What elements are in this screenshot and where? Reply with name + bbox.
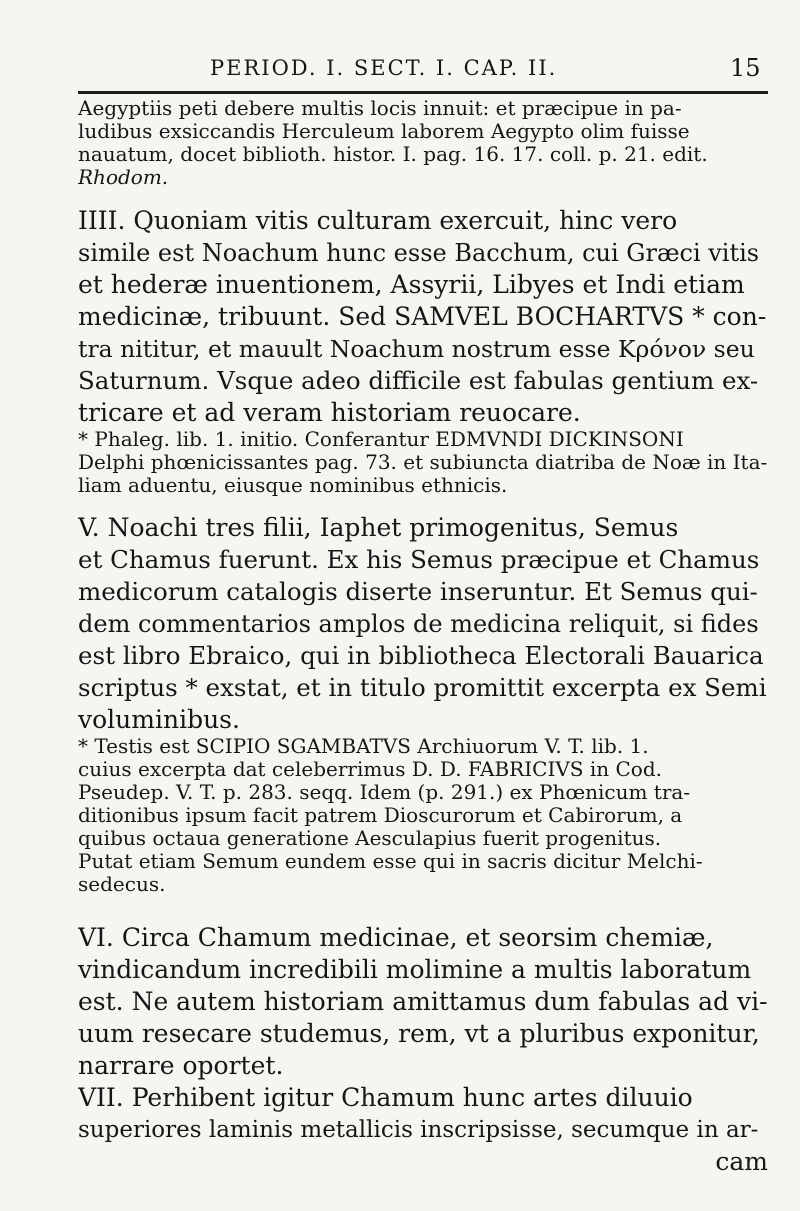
note-line: nauatum, docet biblioth. histor. I. pag. 16. 17. coll. p. 21. edit. [78,143,708,166]
note-line: * Testis est SCIPIO SGAMBATVS Archiuorum V. T. lib. 1. [78,735,649,758]
footnote-continuation [78,97,768,189]
text-line: medicinæ, tribuunt. Sed SAMVEL BOCHARTVS * con- [78,302,767,331]
note-line: Delphi phœnicissantes pag. 73. et subiuncta diatriba de Noæ in Ita- [78,451,768,474]
running-title: PERIOD. I. SECT. I. CAP. II. [210,56,558,80]
text-line: VI. Circa Chamum medicinae, et seorsim chemiæ, [78,923,714,952]
text-line: est. Ne autem historiam amittamus dum fabulas ad vi- [78,987,768,1016]
text-line: tricare et ad veram historiam reuocare. [78,398,581,427]
header-rule [78,91,768,94]
note-line: Rhodom. [78,166,169,189]
note-line: quibus octaua generatione Aesculapius fuerit progenitus. [78,827,662,850]
page-number: 15 [730,54,761,82]
note-line: Putat etiam Semum eundem esse qui in sacris dicitur Melchi- [78,850,703,873]
text-line: simile est Noachum hunc esse Bacchum, cui Græci vitis [78,239,760,267]
text-line: IIII. Quoniam vitis culturam exercuit, hinc vero [78,206,678,235]
text-line: et Chamus fuerunt. Ex his Semus præcipue et Chamus [78,545,760,574]
paragraph-5 [78,512,768,736]
note-line: Pseudep. V. T. p. 283. seqq. Idem (p. 291.) ex Phœnicum tra- [78,781,691,804]
note-line: cuius excerpta dat celeberrimus D. D. FABRICIVS in Cod. [78,758,662,781]
text-line: Saturnum. Vsque adeo difficile est fabulas gentium ex- [78,366,759,395]
text-line: scriptus * exstat, et in titulo promittit excerpta ex Semi [78,673,767,702]
text-line: voluminibus. [78,705,240,734]
footnote-5 [78,735,768,896]
text-line: dem commentarios amplos de medicina reliquit, si fides [78,610,759,638]
paragraph-7 [78,1082,768,1178]
paragraph-4 [78,205,768,429]
text-line: V. Noachi tres filii, Iaphet primogenitus, Semus [78,513,679,542]
text-line: et hederæ inuentionem, Assyrii, Libyes et Indi etiam [78,270,745,299]
text-line: vindicandum incredibili molimine a multis laboratum [78,955,752,984]
text-line: medicorum catalogis diserte inseruntur. Et Semus qui- [78,577,758,606]
note-line: sedecus. [78,873,166,896]
text-line: est libro Ebraico, qui in bibliotheca Electorali Bauarica [78,641,764,670]
note-line: ludibus exsiccandis Herculeum laborem Aegypto olim fuisse [78,120,690,143]
note-line: * Phaleg. lib. 1. initio. Conferantur EDMVNDI DICKINSONI [78,428,684,451]
text-line: narrare oportet. [78,1051,284,1080]
text-line: tra nititur, et mauult Noachum nostrum esse Κρόνον seu [78,335,755,363]
paragraph-6 [78,922,768,1082]
footnote-4 [78,428,768,497]
note-line: liam aduentu, eiusque nominibus ethnicis. [78,474,508,497]
catchword: cam [715,1147,768,1176]
note-line: ditionibus ipsum facit patrem Dioscurorum et Cabirorum, a [78,804,683,827]
note-line: Aegyptiis peti debere multis locis innuit: et præcipue in pa- [78,97,682,120]
text-line: uum resecare studemus, rem, vt a pluribus exponitur, [78,1019,760,1048]
text-line: VII. Perhibent igitur Chamum hunc artes diluuio [78,1083,693,1112]
text-line: superiores laminis metallicis inscripsisse, secumque in ar- [78,1117,759,1143]
